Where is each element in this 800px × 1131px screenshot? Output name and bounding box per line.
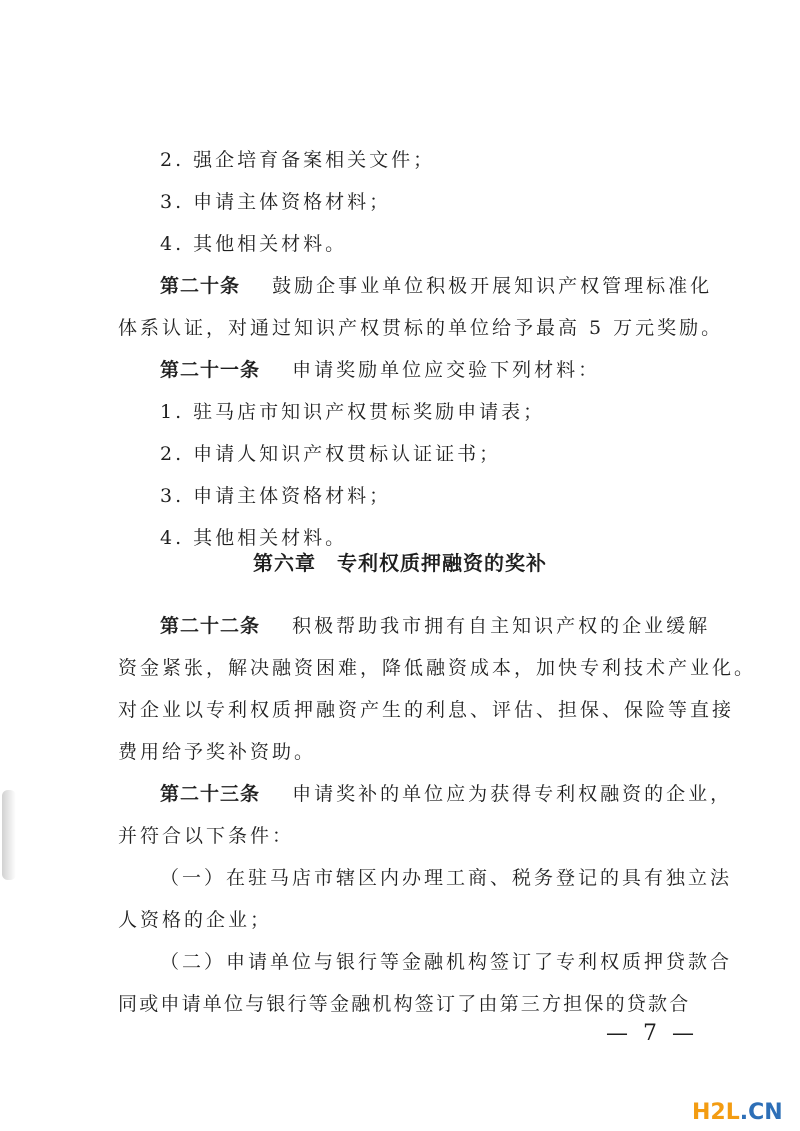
article-23	[160, 780, 732, 808]
paragraph-line: 人资格的企业；	[118, 909, 273, 931]
list-item: 3. 申请主体资格材料；	[160, 191, 392, 213]
watermark-part-a: H2L	[692, 1100, 740, 1125]
watermark-part-b: .CN	[739, 1100, 783, 1125]
paragraph-line: （二）申请单位与银行等金融机构签订了专利权质押贷款合	[160, 951, 733, 973]
article-text: 申请奖励单位应交验下列材料：	[292, 359, 601, 381]
article-heading: 第二十条	[160, 275, 241, 297]
article-20	[160, 272, 712, 300]
list-item: 2. 申请人知识产权贯标认证证书；	[160, 443, 502, 465]
article-22	[160, 612, 710, 640]
list-item: 4. 其他相关材料。	[160, 233, 348, 255]
list-item: 2. 强企培育备案相关文件；	[160, 149, 436, 171]
article-heading: 第二十一条	[160, 359, 261, 381]
page-number: — 7 —	[606, 1021, 698, 1046]
paragraph-line: （一）在驻马店市辖区内办理工商、税务登记的具有独立法	[160, 867, 733, 889]
article-text: 鼓励企事业单位积极开展知识产权管理标准化	[272, 275, 713, 297]
article-heading: 第二十三条	[160, 783, 261, 805]
watermark-logo	[692, 1100, 783, 1126]
list-item: 4. 其他相关材料。	[160, 527, 348, 549]
article-21	[160, 356, 600, 384]
paragraph-line: 资金紧张，解决融资困难，降低融资成本，加快专利技术产业化。	[118, 657, 757, 679]
paragraph-line: 对企业以专利权质押融资产生的利息、评估、担保、保险等直接	[118, 699, 735, 721]
paragraph-line: 同或申请单位与银行等金融机构签订了由第三方担保的贷款合	[118, 993, 691, 1015]
paragraph-line: 并符合以下条件：	[118, 825, 295, 847]
article-text: 积极帮助我市拥有自主知识产权的企业缓解	[292, 615, 711, 637]
article-text: 申请奖补的单位应为获得专利权融资的企业，	[292, 783, 733, 805]
list-item: 1. 驻马店市知识产权贯标奖励申请表；	[160, 401, 546, 423]
article-heading: 第二十二条	[160, 615, 261, 637]
list-item: 3. 申请主体资格材料；	[160, 485, 392, 507]
paragraph-line: 费用给予奖补资助。	[118, 741, 317, 763]
scan-edge-shadow	[2, 790, 16, 880]
chapter-title: 第六章 专利权质押融资的奖补	[253, 551, 547, 575]
paragraph-line: 体系认证，对通过知识产权贯标的单位给予最高 5 万元奖励。	[118, 317, 724, 339]
